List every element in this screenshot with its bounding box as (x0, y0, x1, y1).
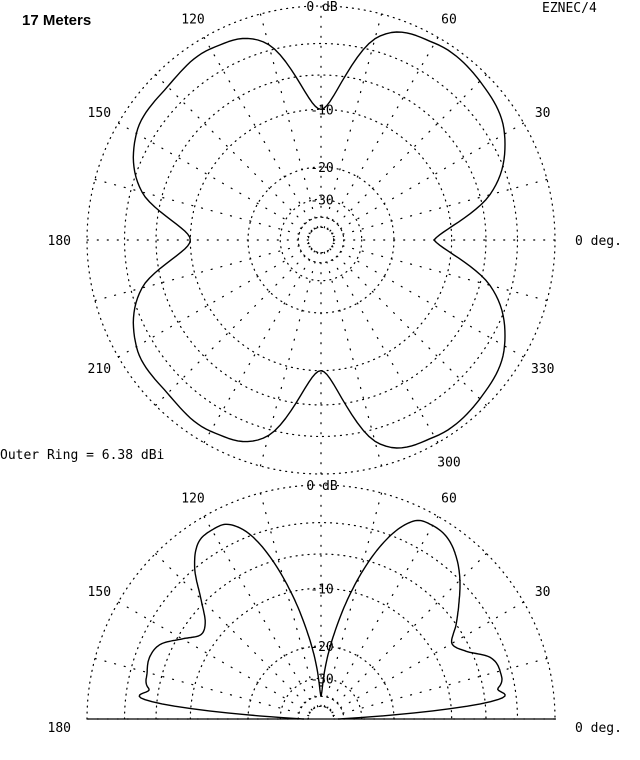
software-label: EZNEC/4 (542, 1, 597, 16)
el-ring-label-3: -30 (310, 672, 334, 688)
az-spoke-255 (260, 252, 317, 466)
az-angle-label-2: 60 (441, 12, 457, 28)
el-angle-label-4: 150 (87, 585, 112, 600)
az-angle-label-1: 30 (534, 106, 551, 121)
az-spoke-195 (95, 243, 309, 300)
az-spoke-315 (330, 249, 486, 405)
az-spoke-105 (260, 14, 317, 228)
az-spoke-150 (118, 123, 310, 234)
el-angle-label-3: 120 (181, 491, 205, 507)
az-angle-label-8: 330 (530, 362, 555, 377)
az-spoke-45 (330, 75, 486, 231)
el-spoke-165 (95, 658, 309, 715)
el-ring-label-1: -10 (310, 582, 334, 598)
az-angle-label-7: 300 (437, 455, 461, 471)
el-angle-label-1: 30 (534, 585, 551, 600)
band-label: 17 Meters (22, 12, 92, 29)
el-ring-label-0: 0 dB (306, 479, 338, 494)
az-ring-label-1: -10 (310, 103, 334, 119)
az-spoke-225 (156, 249, 312, 405)
az-angle-label-6: 210 (87, 362, 112, 377)
el-angle-label-5: 180 (47, 721, 71, 736)
el-angle-label-2: 60 (441, 491, 457, 507)
el-ring-1 (125, 523, 518, 719)
az-angle-label-4: 150 (87, 106, 112, 121)
outer-ring-label: Outer Ring = 6.38 dBi (0, 448, 165, 463)
az-spoke-15 (333, 179, 547, 236)
az-ring-label-2: -20 (310, 161, 334, 177)
el-ring-6 (298, 696, 344, 719)
el-spoke-45 (330, 554, 486, 710)
az-spoke-60 (327, 37, 438, 229)
az-angle-label-5: 180 (47, 234, 71, 249)
el-ring-label-2: -20 (310, 640, 334, 656)
az-angle-label-3: 120 (181, 12, 205, 28)
el-ring-7 (308, 706, 333, 719)
az-spoke-135 (156, 75, 312, 231)
el-spoke-15 (333, 658, 547, 715)
el-angle-label-0: 0 deg. (575, 721, 622, 736)
az-spoke-345 (333, 243, 547, 300)
az-ring-label-3: -30 (310, 193, 334, 209)
az-angle-label-0: 0 deg. (575, 234, 622, 249)
el-spoke-135 (156, 554, 312, 710)
az-ring-label-0: 0 dB (306, 0, 338, 15)
